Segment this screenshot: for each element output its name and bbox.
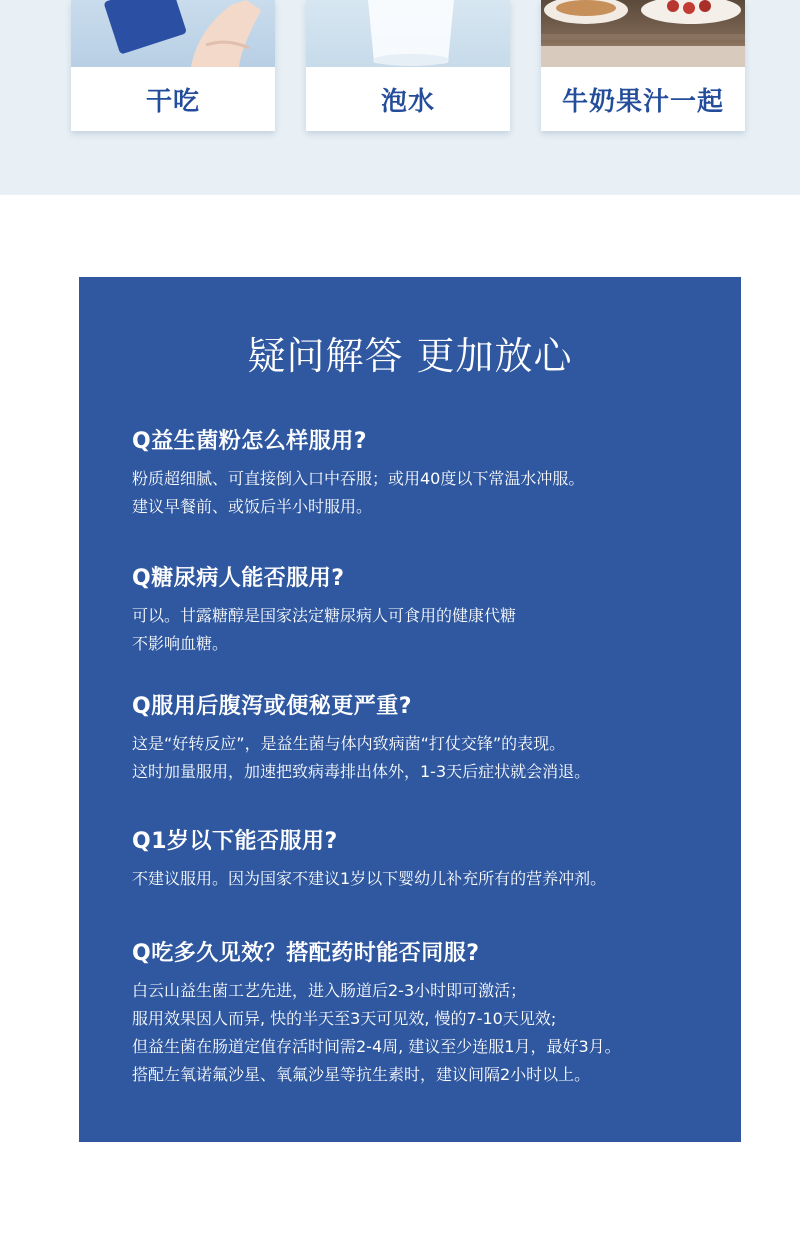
hand-holding-sachet-photo <box>71 0 275 67</box>
faq-answer-line: 但益生菌在肠道定值存活时间需2-4周, 建议至少连服1月，最好3月。 <box>132 1037 621 1056</box>
faq-answer <box>132 865 712 893</box>
usage-card-label: 泡水 <box>380 86 435 117</box>
faq-answer-line: 这时加量服用，加速把致病毒排出体外，1-3天后症状就会消退。 <box>132 762 591 781</box>
glass-of-water-photo <box>306 0 510 67</box>
faq-answer <box>132 977 712 1089</box>
faq-answer-line: 搭配左氧诺氟沙星、氧氟沙星等抗生素时，建议间隔2小时以上。 <box>132 1065 591 1084</box>
faq-item <box>132 692 712 786</box>
faq-question: Q糖尿病人能否服用? <box>132 566 345 591</box>
faq-answer-line: 白云山益生菌工艺先进，进入肠道后2-3小时即可激活； <box>132 981 527 1000</box>
faq-panel <box>79 277 741 1142</box>
faq-question: Q益生菌粉怎么样服用? <box>132 429 367 454</box>
faq-answer <box>132 602 712 658</box>
faq-answer-line: 建议早餐前、或饭后半小时服用。 <box>132 497 373 516</box>
usage-card-label: 牛奶果汁一起 <box>561 86 724 117</box>
faq-question: Q1岁以下能否服用? <box>132 829 338 854</box>
faq-answer-line: 服用效果因人而异, 快的半天至3天可见效, 慢的7-10天见效; <box>132 1009 557 1028</box>
faq-answer-line: 不建议服用。因为国家不建议1岁以下婴幼儿补充所有的营养冲剂。 <box>132 869 607 888</box>
faq-item <box>132 827 712 893</box>
faq-title: 疑问解答 更加放心 <box>247 334 573 378</box>
faq-answer <box>132 730 712 786</box>
faq-item <box>132 939 712 1089</box>
faq-answer-line: 不影响血糖。 <box>132 634 229 653</box>
faq-answer <box>132 465 712 521</box>
faq-answer-line: 这是“好转反应”，是益生菌与体内致病菌“打仗交锋”的表现。 <box>132 734 566 753</box>
faq-answer-line: 粉质超细腻、可直接倒入口中吞服；或用40度以下常温水冲服。 <box>132 469 585 488</box>
usage-card-milk-juice <box>541 0 745 131</box>
breakfast-table-photo <box>541 0 745 67</box>
faq-question: Q服用后腹泻或便秘更严重? <box>132 694 412 719</box>
usage-methods-section <box>0 0 800 195</box>
usage-card-water <box>306 0 510 131</box>
faq-item <box>132 427 712 521</box>
usage-card-label: 干吃 <box>145 86 200 117</box>
faq-question: Q吃多久见效？搭配药时能否同服? <box>132 941 480 966</box>
faq-answer-line: 可以。甘露糖醇是国家法定糖尿病人可食用的健康代糖 <box>132 606 517 625</box>
usage-card-dry <box>71 0 275 131</box>
faq-item <box>132 564 712 658</box>
